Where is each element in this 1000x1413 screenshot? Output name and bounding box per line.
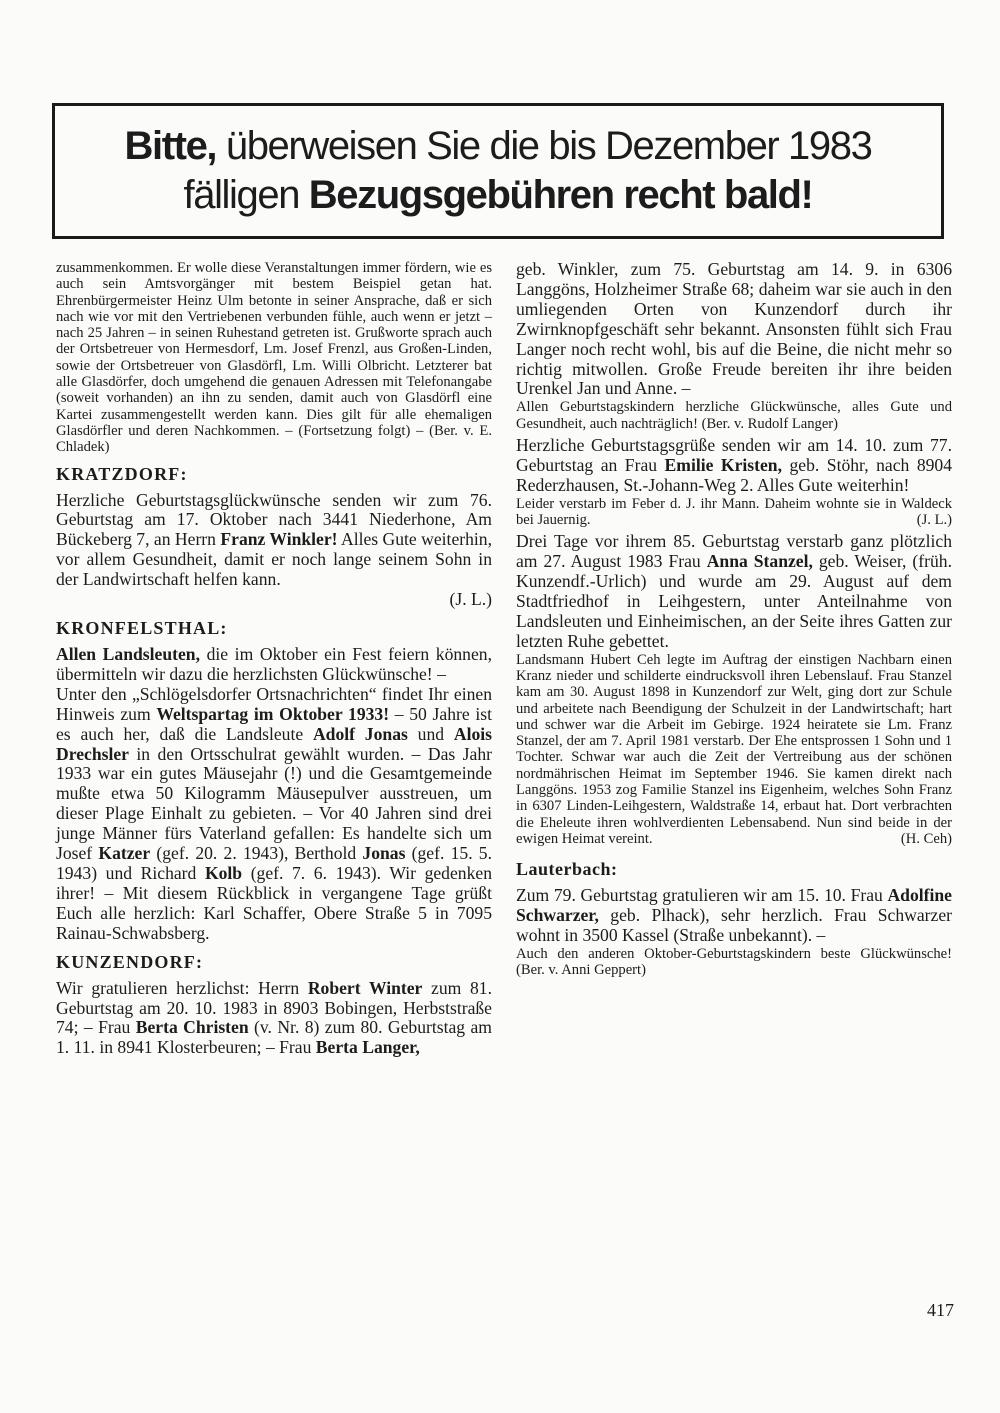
kristen-paragraph: Herzliche Geburtstagsgrüße senden wir am 14. 10. zum 77. Geburtstag an Frau Emilie Kristen, geb. Stöhr, nach 8904 Rederzhausen, St.-Johann-Weg 2. Alles Gute weiterhin! [516,434,953,495]
kronfelsthal-greeting: Allen Landsleuten, die im Oktober ein Fest feiern können, übermitteln wir dazu die herzlichsten Glückwünsche! – [56,644,492,684]
stanzel-obituary: Drei Tage vor ihrem 85. Geburtstag verstarb ganz plötzlich am 27. August 1983 Frau Anna Stanzel, geb. Weiser, (früh. Kunzendf.-Urlich) und wurde am 29. August auf dem Stadtfriedhof in Leihgestern, unter Anteilnahme von Landsleuten und Einheimischen, an der Seite ihres Gatten zur letzten Ruhe gebettet. [516,531,952,651]
left-column [56,260,492,1058]
kronfelsthal-paragraph: Unter den „Schlögelsdorfer Ortsnachrichten“ findet Ihr einen Hinweis zum Weltspartag im Oktober 1933! – 50 Jahre ist es auch her, daß die Landsleute Adolf Jonas und Alois Drechsler in den Ortsschulrat gewählt wurden. – Das Jahr 1933 war ein gutes Mäusejahr (!) und die Gesamtgemeinde mußte etwa 50 Kilogramm Mäusepulver ausstreuen, um dieser Plage Einhalt zu gebieten. – Vor 40 Jahren sind drei junge Männer fürs Vaterland gefallen: Es handelte sich um Josef Katzer (gef. 20. 2. 1943), Berthold Jonas (gef. 15. 5. 1943) und Richard Kolb (gef. 7. 6. 1943). Wir gedenken ihrer! – Mit diesem Rückblick in vergangene Tage grüßt Euch alle herzlich: Karl Schaffer, Obere Straße 5 in 7095 Rainau-Schwabsberg. [56,683,492,943]
continued-report-paragraph: zusammenkommen. Er wolle diese Veranstaltungen immer fördern, wie es auch sein Amtsvorgänger mit bestem Beispiel getan hat. Ehrenbürgermeister Heinz Ulm betonte in seiner Ansprache, daß er sich nach wie vor mit den Vertriebenen verbunden fühle, auch wenn er jetzt – nach 25 Jahren – in seinen Ruhestand getreten ist. Grußworte sprach auch der Ortsbetreuer von Hermesdorf, Lm. Josef Frenzl, aus Großen-Linden, sowie der Ortsbetreuer von Glasdörfl, Lm. Willi Olbricht. Letzterer bat alle Glasdörfer, doch umgehend die genauen Adressen mit Telefonangabe (soweit vorhanden) an ihn zu senden, damit auch von Glasdörfl eine Kartei zusammengestellt werden kann. Dies gilt für alle ehemaligen Glasdörfler und deren Nachkommen. – (Fortsetzung folgt) – (Ber. v. E. Chladek) [56,260,492,456]
kristen-note: Leider verstarb im Feber d. J. ihr Mann. Daheim wohnte sie in Waldeck bei Jauernig. (J. L.) [516,495,952,528]
kristen-signature: (J. L.) [916,511,952,528]
kratzdorf-signature: (J. L.) [449,589,492,610]
section-heading-kratzdorf: KRATZDORF: [56,463,188,484]
stanzel-biography: Landsmann Hubert Ceh legte im Auftrag der einstigen Nachbarn einen Kranz nieder und schilderte eindrucksvoll ihren Lebenslauf. Frau Stanzel kam am 30. August 1898 in Kunzendorf zur Welt, ging dort zur Schule und arbeitete nach Beendigung der Schulzeit in der Landwirtschaft; hart und schwer war die Arbeit im Gebirge. 1924 heiratete sie Lm. Franz Stanzel, der am 7. April 1981 verstarb. Der Ehe entsprossen 1 Sohn und 1 Tochter. Schwar war auch die Zeit der Vertreibung aus der schönen nordmährischen Heimat im September 1946. Sie kamen direkt nach Langgöns. 1953 zog Familie Stanzel ins Eigenheim, welches Sohn Franz in 6307 Linden-Leihgestern, Waldstraße 14, erbaut hat. Dort verbrachten die Eheleute ihren wohlverdienten Lebensabend. Nun sind beide in der ewigen Heimat vereint. (H. Ceh) [516,651,952,847]
kunzendorf-paragraph: Wir gratulieren herzlichst: Herrn Robert Winter zum 81. Geburtstag am 20. 10. 1983 in 8903 Bobingen, Herbststraße 74; – Frau Berta Christen (v. Nr. 8) zum 80. Geburtstag am 1. 11. in 8941 Klosterbeuren; – Frau Berta Langer, [56,977,492,1058]
lauterbach-wishes: Auch den anderen Oktober-Geburtstagskindern beste Glückwünsche! (Ber. v. Anni Geppert) [516,945,952,979]
right-column [516,260,952,979]
banner-line-1: Bitte, überweisen Sie die bis Dezember 1983 [124,124,872,168]
payment-reminder-banner [52,103,944,239]
section-heading-lauterbach: Lauterbach: [516,859,618,880]
page-number: 417 [927,1300,954,1320]
banner-line-2: fälligen Bezugsgebühren recht bald! [183,173,813,217]
lauterbach-paragraph: Zum 79. Geburtstag gratulieren wir am 15. 10. Frau Adolfine Schwarzer, geb. Plhack), sehr herzlich. Frau Schwarzer wohnt in 3500 Kassel (Straße unbekannt). – [516,885,952,946]
stanzel-signature: (H. Ceh) [900,830,952,847]
langer-paragraph: geb. Winkler, zum 75. Geburtstag am 14. 9. in 6306 Langgöns, Holzheimer Straße 68; daheim war sie auch in den umliegenden Orten von Kunzendorf durch ihr Zwirnknopfgeschäft sehr bekannt. Ansonsten fühlt sich Frau Langer noch recht wohl, bis auf die Beine, die nicht mehr so richtig mitwollen. Große Freude bereiten ihr ihre beiden Urenkel Jan und Anne. – [516,259,952,399]
section-heading-kunzendorf: KUNZENDORF: [56,951,204,972]
section-heading-kronfelsthal: KRONFELSTHAL: [56,618,228,638]
langer-wishes: Allen Geburtstagskindern herzliche Glückwünsche, alles Gute und Gesundheit, auch nachträglich! (Ber. v. Rudolf Langer) [516,399,952,432]
kratzdorf-paragraph: Herzliche Geburtstagsglückwünsche senden wir zum 76. Geburtstag am 17. Oktober nach 3441 Niederhone, Am Bückeberg 7, an Herrn Franz Winkler! Alles Gute weiterhin, vor allem Gesundheit, damit er noch lange seinem Sohn in der Landwirtschaft helfen kann. [56,489,492,590]
